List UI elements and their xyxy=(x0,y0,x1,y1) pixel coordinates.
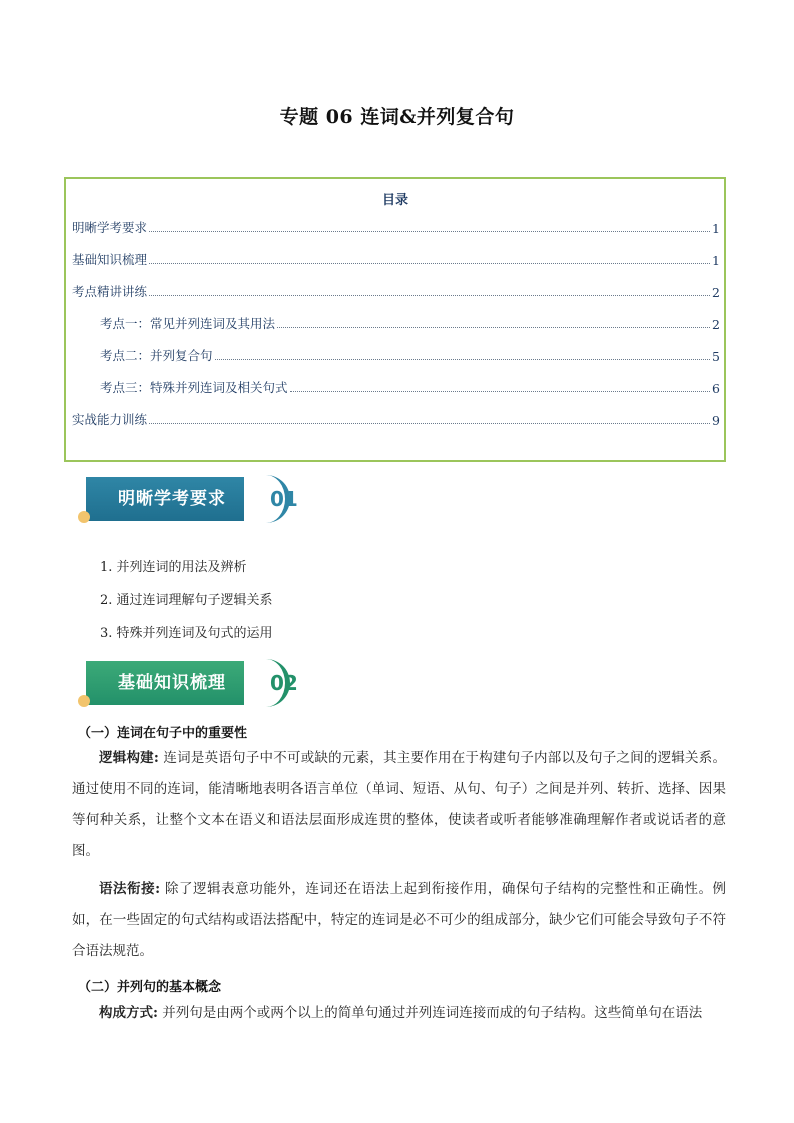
paragraph-term: 语法衔接: xyxy=(99,881,161,897)
requirement-item: 1. 并列连词的用法及辨析 xyxy=(100,560,247,575)
subsection-heading: （二）并列句的基本概念 xyxy=(78,980,222,995)
toc-entry[interactable] xyxy=(100,346,720,364)
toc-entry-label: 明晰学考要求 xyxy=(72,220,148,235)
page-title: 专题 06 连词&并列复合句 xyxy=(279,106,515,128)
toc-leader xyxy=(149,295,710,296)
subsection-heading: （一）连词在句子中的重要性 xyxy=(78,726,248,741)
section-number: 01 xyxy=(270,487,298,511)
toc-entry[interactable] xyxy=(72,250,720,268)
paragraph-structure xyxy=(72,998,726,1029)
paragraph-text: 连词是英语句子中不可或缺的元素，其主要作用在于构建句子内部以及句子之间的逻辑关系。通过使用不同的连词，能清晰地表明各语言单位（单词、短语、从句、句子）之间是并列、转折、选择、因果等何种关系，让整个文本在语义和语法层面形成连贯的整体，使读者或听者能够准确理解作者或说话者的意图。 xyxy=(72,750,727,859)
paragraph-grammar xyxy=(72,874,726,967)
toc-entry-page: 1 xyxy=(712,253,720,268)
paragraph-logic xyxy=(72,743,726,867)
paragraph-text: 并列句是由两个或两个以上的简单句通过并列连词连接而成的句子结构。这些简单句在语法 xyxy=(157,1005,703,1021)
section-banner-knowledge xyxy=(78,661,318,707)
toc-leader xyxy=(149,423,710,424)
toc-leader xyxy=(149,231,710,232)
toc-entry[interactable] xyxy=(72,218,720,236)
toc-entry-page: 9 xyxy=(712,413,720,428)
toc-entry-page: 1 xyxy=(712,221,720,236)
toc-leader xyxy=(290,391,711,392)
section-number: 02 xyxy=(270,671,298,695)
section-banner-label: 明晰学考要求 xyxy=(86,477,258,521)
toc-leader xyxy=(215,359,711,360)
requirement-item: 3. 特殊并列连词及句式的运用 xyxy=(100,626,273,641)
toc-entry-page: 5 xyxy=(712,349,720,364)
toc-entry[interactable] xyxy=(100,314,720,332)
toc-entry-page: 2 xyxy=(712,285,720,300)
toc-entry-label: 基础知识梳理 xyxy=(72,252,148,267)
section-banner-label: 基础知识梳理 xyxy=(86,661,258,705)
toc-entry-label: 实战能力训练 xyxy=(72,412,148,427)
toc-entry[interactable] xyxy=(72,282,720,300)
toc-entry[interactable] xyxy=(100,378,720,396)
toc-entry[interactable] xyxy=(72,410,720,428)
toc-entry-label: 考点二：并列复合句 xyxy=(100,348,213,363)
requirement-item: 2. 通过连词理解句子逻辑关系 xyxy=(100,593,273,608)
toc-leader xyxy=(149,263,710,264)
toc-leader xyxy=(277,327,710,328)
banner-dot-icon xyxy=(78,511,90,523)
toc-entry-label: 考点一：常见并列连词及其用法 xyxy=(100,316,276,331)
toc-entry-page: 6 xyxy=(712,381,720,396)
paragraph-term: 构成方式: xyxy=(99,1005,158,1021)
toc-entry-label: 考点三：特殊并列连词及相关句式 xyxy=(100,380,288,395)
paragraph-text: 除了逻辑表意功能外，连词还在语法上起到衔接作用，确保句子结构的完整性和正确性。例如，在一些固定的句式结构或语法搭配中，特定的连词是必不可少的组成部分，缺少它们可能会导致句子不符合语法规范。 xyxy=(72,881,726,959)
section-banner-requirements xyxy=(78,477,318,523)
toc-entry-page: 2 xyxy=(712,317,720,332)
paragraph-term: 逻辑构建: xyxy=(99,750,159,766)
toc-heading: 目录 xyxy=(381,193,408,208)
banner-dot-icon xyxy=(78,695,90,707)
toc-entry-label: 考点精讲讲练 xyxy=(72,284,148,299)
